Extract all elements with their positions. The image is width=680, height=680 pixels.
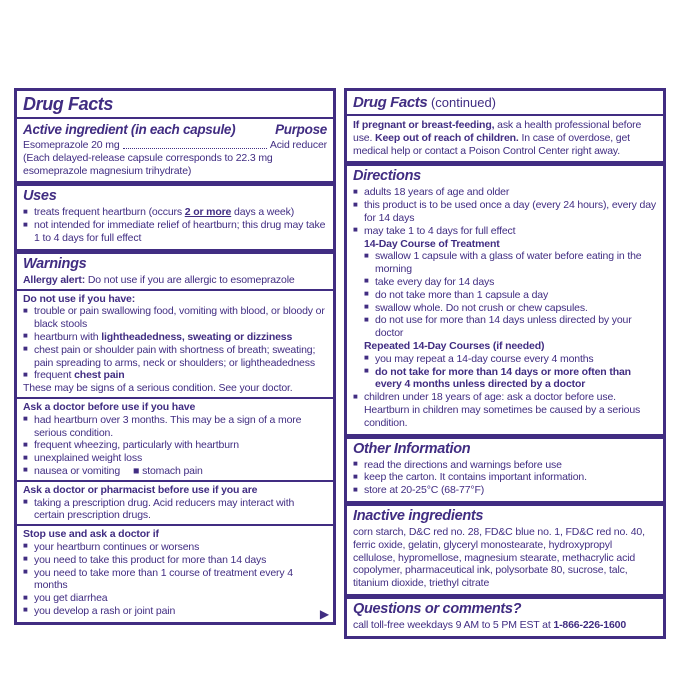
section-questions <box>344 596 666 639</box>
section-divider <box>17 289 333 291</box>
text-line: ■ swallow whole. Do not crush or chew capsules. <box>364 302 657 315</box>
directions-heading: Directions <box>353 168 421 185</box>
text-line: ■ store at 20-25°C (68-77°F) <box>353 484 657 497</box>
active-ingredient-row <box>23 122 327 138</box>
continued-label: (continued) <box>427 95 497 110</box>
purpose-value: Acid reducer <box>269 139 327 151</box>
text-line: ■ your heartburn continues or worsens <box>23 541 327 554</box>
text-line: ■ this product is to be used once a day (every 24 hours), every day for 14 days <box>353 199 657 225</box>
continued-arrow-icon: ▶ <box>319 606 329 621</box>
inactive-ingredients-heading: Inactive ingredients <box>353 507 484 524</box>
text-line: ■ not intended for immediate relief of heartburn; this drug may take 1 to 4 days for full effect <box>23 219 327 245</box>
title-divider <box>17 117 333 119</box>
uses-list <box>23 206 327 244</box>
text-line: Repeated 14-Day Courses (if needed) <box>364 339 545 352</box>
text-line: ■ heartburn with lightheadedness, sweating or dizziness <box>23 331 327 344</box>
text-line: Allergy alert: Do not use if you are allergic to esomeprazole <box>23 273 295 286</box>
text-line: ■ taking a prescription drug. Acid reducers may interact with certain prescription drugs. <box>23 497 327 523</box>
text-line: ■ do not use for more than 14 days unless directed by your doctor <box>364 314 657 340</box>
text-line: ■ you may repeat a 14-day course every 4 months <box>364 353 657 366</box>
text-line: 14-Day Course of Treatment <box>364 237 500 250</box>
text-line: Ask a doctor before use if you have <box>23 400 196 413</box>
other-information-list <box>353 459 657 497</box>
text-line: Ask a doctor or pharmacist before use if you are <box>23 483 258 496</box>
dotted-leader <box>123 148 267 149</box>
inactive-ingredients-text: corn starch, D&C red no. 28, FD&C blue no. 1, FD&C red no. 40, ferric oxide, gelatin, glyceryl monostearate, hydroxypropyl cellulose, hypromellose, magnesium stearate, methacrylic acid copolymer, pharmaceutical ink, polysorbate 80, sucrose, talc, titanium dioxide, triethyl citrate <box>353 525 645 590</box>
text-line: ■ adults 18 years of age and older <box>353 186 657 199</box>
warnings-heading: Warnings <box>23 255 87 272</box>
text-line: ■ you develop a rash or joint pain <box>23 605 327 618</box>
other-information-heading: Other Information <box>353 440 471 457</box>
ingredient-name: Esomeprazole 20 mg <box>23 139 120 151</box>
text-line: ■ you get diarrhea <box>23 592 327 605</box>
title-divider <box>347 114 663 116</box>
section-divider <box>17 480 333 482</box>
section-other-information <box>344 436 666 504</box>
text-line: ■ had heartburn over 3 months. This may be a sign of a more serious condition. <box>23 414 327 440</box>
uses-heading: Uses <box>23 188 57 205</box>
text-line: ■ children under 18 years of age: ask a doctor before use. Heartburn in children may sometimes be caused by a serious condition. <box>353 391 657 429</box>
active-ingredient-heading: Active ingredient (in each capsule) <box>23 122 236 137</box>
text-line: ■ treats frequent heartburn (occurs 2 or more days a week) <box>23 206 327 219</box>
text-line: ■ nausea or vomiting ■ stomach pain <box>23 465 327 478</box>
column-right <box>344 88 666 639</box>
text-line: ■ trouble or pain swallowing food, vomiting with blood, or bloody or black stools <box>23 305 327 331</box>
section-divider <box>17 397 333 399</box>
text-line: ■ you need to take this product for more than 14 days <box>23 554 327 567</box>
pregnancy-warning-text: If pregnant or breast-feeding, ask a health professional before use. Keep out of reach of children. In case of overdose, get medical help or contact a Poison Control Center right away. <box>353 119 642 157</box>
purpose-heading: Purpose <box>275 122 327 137</box>
section-drug-facts <box>14 88 336 184</box>
column-left <box>14 88 336 625</box>
text-line: ■ swallow 1 capsule with a glass of water before eating in the morning <box>364 250 657 276</box>
directions-list <box>353 186 657 429</box>
section-divider <box>17 524 333 526</box>
questions-text: call toll-free weekdays 9 AM to 5 PM EST at 1-866-226-1600 <box>353 618 627 631</box>
text-line: ■ frequent wheezing, particularly with heartburn <box>23 439 327 452</box>
drug-facts-title: Drug Facts <box>23 94 114 114</box>
text-line: ■ chest pain or shoulder pain with shortness of breath; sweating; pain spreading to arms, neck or shoulders; or lightheadedness <box>23 344 327 370</box>
drug-facts-continued-title <box>353 93 657 112</box>
section-uses <box>14 183 336 251</box>
section-inactive-ingredients <box>344 503 666 597</box>
section-warnings <box>14 251 336 625</box>
text-line: ■ may take 1 to 4 days for full effect <box>353 225 657 238</box>
drug-facts-label <box>14 88 666 639</box>
text-line: Do not use if you have: <box>23 292 136 305</box>
text-line: ■ you need to take more than 1 course of treatment every 4 months <box>23 567 327 593</box>
section-drug-facts-continued <box>344 88 666 164</box>
ingredient-note: (Each delayed-release capsule corresponds to 22.3 mg esomeprazole magnesium trihydrate) <box>23 151 273 177</box>
section-directions <box>344 163 666 436</box>
text-line: ■ unexplained weight loss <box>23 452 327 465</box>
text-line: ■ do not take for more than 14 days or more often than every 4 months unless directed by a doctor <box>364 366 657 392</box>
warnings-list <box>23 273 329 621</box>
drug-facts-continued-title-text: Drug Facts <box>353 94 428 111</box>
text-line: ■ read the directions and warnings before use <box>353 459 657 472</box>
ingredient-dose-row <box>23 139 327 152</box>
text-line: These may be signs of a serious condition. See your doctor. <box>23 382 293 395</box>
text-line: ■ do not take more than 1 capsule a day <box>364 289 657 302</box>
text-line: ■ frequent chest pain <box>23 369 327 382</box>
questions-heading: Questions or comments? <box>353 600 522 617</box>
text-line: Stop use and ask a doctor if <box>23 528 159 541</box>
text-line: ■ keep the carton. It contains important information. <box>353 471 657 484</box>
text-line: ■ take every day for 14 days <box>364 276 657 289</box>
